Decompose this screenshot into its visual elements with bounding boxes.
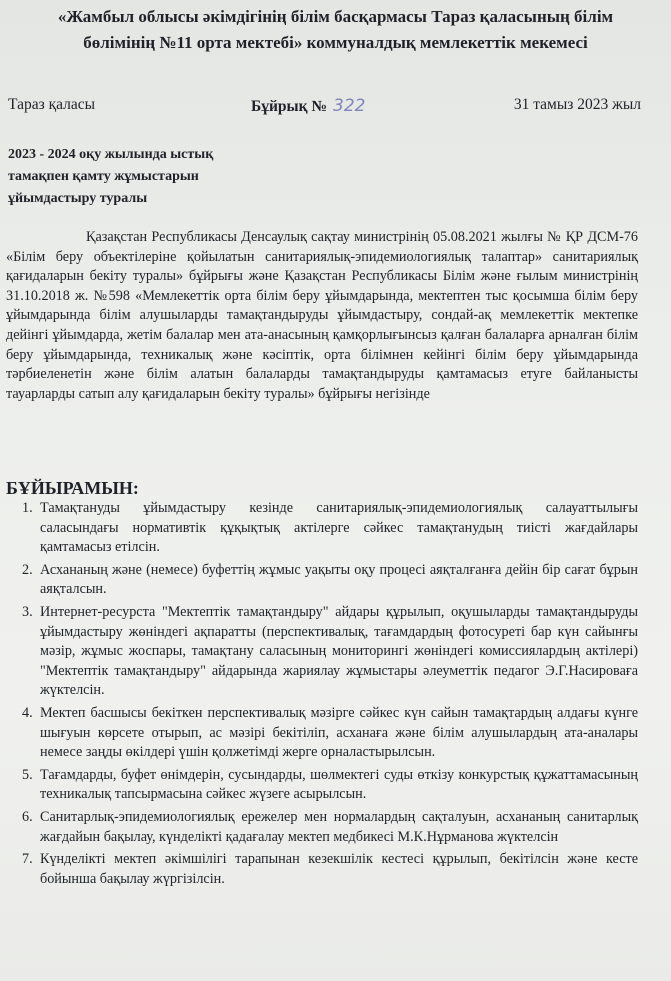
orders-title: БҰЙЫРАМЫН: [6, 478, 139, 498]
order-label: Бұйрық № [251, 98, 328, 115]
item-text: Күнделікті мектеп әкімшілігі тарапынан кезекшілік кестесі құрылып, бекітілсін және кесте бойынша бақылау жүргізілсін. [40, 851, 638, 887]
order-heading [251, 96, 366, 116]
item-text: Санитарлық-эпидемиологиялық ережелер мен нормалардың сақталуын, асхананың санитарлық жағдайын бақылау, күнделікті қадағалау мектеп медбикесі М.К.Нұрманова жүктелсін [40, 808, 638, 845]
list-item [6, 561, 638, 600]
item-text: Мектеп басшысы бекіткен перспективалық мәзірге сәйкес күн сайын тамақтардың алдағы күнге шығуын көрсете отырып, ас мәзірі бекітіліп, асханаға және білім алушылардың ата-аналары немесе заңды өкілдері үшін қолжетімді жерге орналастырылсын. [40, 704, 638, 761]
item-text: Тамақтануды ұйымдастыру кезінде санитариялық-эпидемиологиялық салауаттылығы саласындағы нормативтік құқықтық актілерге сәйкес тамақтанудың тиісті жағдайлары қамтамасыз етілсін. [40, 500, 638, 556]
order-items [6, 499, 638, 892]
order-number: 322 [333, 96, 366, 116]
item-text: Тағамдарды, буфет өнімдерін, сусындарды, шөлмектегі суды өткізу конкурстық құжаттамасының техникалық тапсырмасына сәйкес жүзеге асырылсын. [40, 766, 638, 803]
institution-header [0, 4, 671, 56]
header-line-2: бөлімінің №11 орта мектебі» коммуналдық мемлекеттік мекемесі [83, 33, 588, 52]
preamble [6, 228, 638, 404]
item-number: 3. [22, 603, 33, 620]
item-text: Интернет-ресурста "Мектептік тамақтандыру" айдары құрылып, оқушыларды тамақтандыруды ұйымдастыру жөніндегі ақпаратты (перспективалық, тағамдардың фотосуреті бар күн сайынғы мәзір, жұмыс жоспары, тамақтану саласының мониторингі жөніндегі комиссиялардың актілері) "Мектептік тамақтандыру" айдарында жариялау жұмыстары әлеуметтік педагог Э.Г.Насироваға жүктелсін. [40, 603, 638, 699]
header-line-1: «Жамбыл облысы әкімдігінің білім басқармасы Тараз қаласының білім [57, 7, 614, 26]
list-item [6, 766, 638, 805]
order-date: 31 тамыз 2023 жыл [513, 96, 641, 113]
list-item [6, 499, 638, 558]
list-item [6, 808, 638, 847]
item-number: 4. [22, 704, 33, 721]
item-number: 1. [22, 500, 33, 516]
subject-line-1: 2023 - 2024 оқу жылында ыстық [8, 147, 214, 162]
list-item [6, 850, 638, 889]
item-number: 5. [22, 766, 33, 783]
preamble-text: Қазақстан Республикасы Денсаулық сақтау министрінің 05.08.2021 жылғы № ҚР ДСМ-76 «Білім беру объектілеріне қойылатын санитариялық-эпидемиологиялық талаптар» санитариялық қағидаларын бекіту туралы» бұйрығы және Қазақстан Республикасы Білім және ғылым министрінің 31.10.2018 ж. №598 «Мемлекеттік орта білім беру ұйымдарында, мектептен тыс қосымша білім беру ұйымдарында білім алушыларды тамақтандыруды ұйымдастыру, сондай-ақ мемлекеттік мектепке дейінгі ұйымдарда, жетім балалар мен ата-анасының қамқорлығынсыз қалған балаларға арналған білім беру ұйымдарында, техникалық және кәсіптік, орта білімнен кейінгі білім беру ұйымдарында тәрбиеленетін және білім алатын балаларды тамақтандыруды қамтамасыз етуге байланысты тауарларды сатып алу қағидаларын бекіту туралы» бұйрығы негізінде [6, 229, 638, 402]
subject-line-3: ұйымдастыру туралы [8, 191, 148, 206]
city: Тараз қаласы [8, 96, 96, 113]
subject-line-2: тамақпен қамту жұмыстарын [8, 169, 199, 184]
item-text: Асхананың және (немесе) буфеттің жұмыс уақыты оқу процесі аяқталғанға дейін бір сағат бұрын аяқталсын. [40, 561, 638, 598]
order-meta [0, 96, 671, 120]
item-number: 6. [22, 808, 33, 825]
order-subject [8, 144, 213, 210]
list-item [6, 603, 638, 701]
list-item [6, 704, 638, 763]
item-number: 7. [22, 851, 33, 868]
item-number: 2. [22, 561, 33, 578]
